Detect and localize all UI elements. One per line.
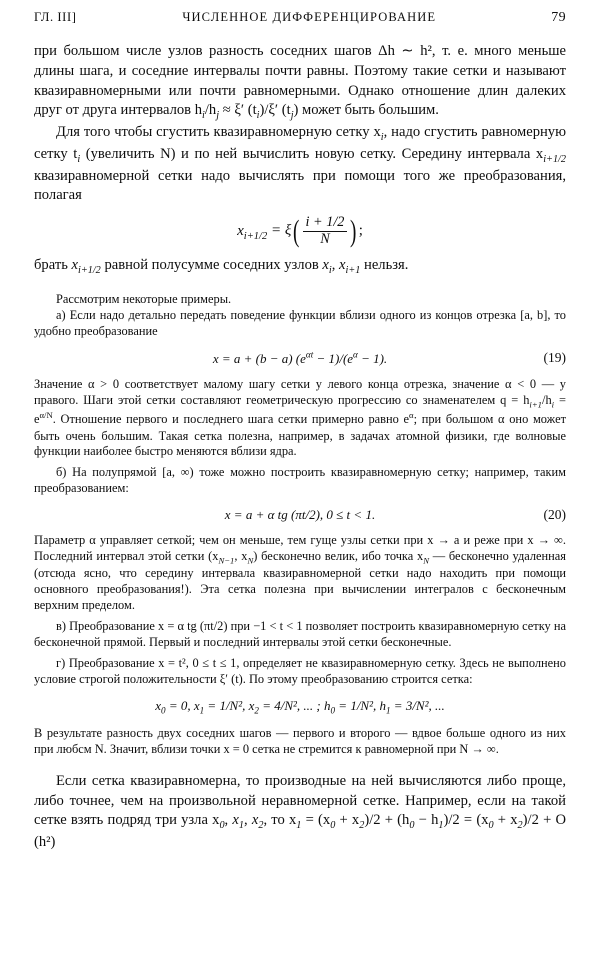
paragraph-12: Если сетка квазиравномерна, то производные на ней вычисляются либо проще, либо точнее, чем на произвольной неравномерной сетке. Например, если на такой сетке взять подряд три узла $x_0$, $x_1$, $x_2$, то $x_1 = (x_0 + x_2)/2 + (h_0 - h_1)/2 = (x_0 + x_2)/2 + O$ (h²) (34, 772, 567, 851)
formula-20: x = a + α tg (πt/2), 0 ≤ t < 1. (20) (224, 506, 566, 523)
formula-midpoint: $x_{i+1/2} = \xi$( $\frac{i + 1/2}{N}$ ) ; (237, 213, 363, 248)
right-paren: ) (350, 213, 357, 248)
formula-19: x = a + (b − a) $(e^{\alpha t} - 1)/(e^\alpha - 1)$. (19) (212, 349, 566, 367)
paragraph-3: брать $x_{i+1/2}$ равной полусумме соседних узлов $x_i$, $x_{i+1}$ нельзя. (34, 257, 409, 277)
paragraph-6: Значение α > 0 соответствует малому шагу сетки у левого конца отрезка, значение α < 0 — у правого. Шаги этой сетки составляют геометрическую прогрессию со знаменателем $q = h_{i+1}/h_i = e^{\alpha/N}$. Отношение первого и последнего шага сетки примерно равно $e^\alpha$; при большом α оно может быть очень большим. Такая сетка полезна, например, в задачах атомной физики, где волновые функции наиболее быстро меняются вблизи ядра. (34, 376, 566, 459)
paragraph-2: Для того чтобы сгустить квазиравномерную сетку $x_i$, надо сгустить равномерную сетку $t_i$ (увеличить N) и по ней вычислить новую сетку. Середину интервала $x_{i+1/2}$ квазиравномерной сетки надо вычислять при помощи того же преобразования, полагая (34, 124, 566, 204)
page-number: 79 (551, 10, 566, 25)
fraction: $\frac{i + 1/2}{N}$ (303, 215, 348, 247)
left-paren: ( (293, 213, 300, 248)
equation-number-20: (20) (543, 506, 566, 522)
paragraph-11: В результате разность двух соседних шагов — первого и второго — вдвое больше одного из них при любсм N. Значит, вблизи точки x = 0 сетка не стремится к равномерной при N → ∞. (34, 725, 566, 756)
paragraph-5: а) Если надо детально передать поведение функции вблизи одного из концов отрезка [a, b], то удобно преобразование (34, 308, 566, 339)
equation-number-19: (19) (543, 350, 566, 366)
paragraph-7: б) На полупрямой [a, ∞) тоже можно построить квазиравномерную сетку; например, таким преобразованием: (34, 465, 566, 496)
chapter-label: ГЛ. III] (34, 10, 77, 24)
formula-lhs: $x_{i+1/2}$ (237, 222, 268, 242)
paragraph-1: при большом числе узлов разность соседних шагов Δh ∼ h², т. е. много меньше длины шага, и соседние интервалы почти равны. Поэтому такие сетки и называют квазиравномерными или почти равномерными. Однако отношение длин далеких друг от друга интервалов $h_i/h_j \approx \xi'$ $(t_i)/\xi'$ $(t_j)$ может быть большим. (34, 43, 566, 122)
running-title: ЧИСЛЕННОЕ ДИФФЕРЕНЦИРОВАНИЕ (182, 10, 437, 24)
paragraph-4: Рассмотрим некоторые примеры. (56, 292, 232, 307)
paragraph-10: г) Преобразование x = t², 0 ≤ t ≤ 1, определяет не квазиравномерную сетку. Здесь не выполнено условие строгой положительности ξ′ (t). По этому преобразованию строится сетка: (34, 656, 566, 687)
page-body (34, 42, 566, 853)
running-head (34, 10, 566, 26)
paragraph-9: в) Преобразование x = α tg (πt/2) при −1 < t < 1 позволяет построить квазиравномерную сетку на бесконечной прямой. Первый и последний интервалы этой сетки бесконечные. (34, 619, 566, 650)
paragraph-8: Параметр α управляет сеткой; чем он меньше, тем гуще узлы сетки при x → a и реже при x → ∞. Последний интервал этой сетки ($x_{N-1}$, $x_N$) бесконечно велик, ибо точка $x_N$ — бесконечно удаленная (отсюда ясно, что середину интервала квазиравномерной сетки надо находить при помощи основного преобразования!). Эта сетка полезна при вычислении интегралов с бесконечным верхним пределом. (34, 532, 567, 613)
formula-grid-example: $x_0 = 0$, $x_1 = 1/N^2$, $x_2 = 4/N^2$, ... ; $h_0 = 1/N^2$, $h_1 = 3/N^2$, ... (155, 698, 445, 716)
